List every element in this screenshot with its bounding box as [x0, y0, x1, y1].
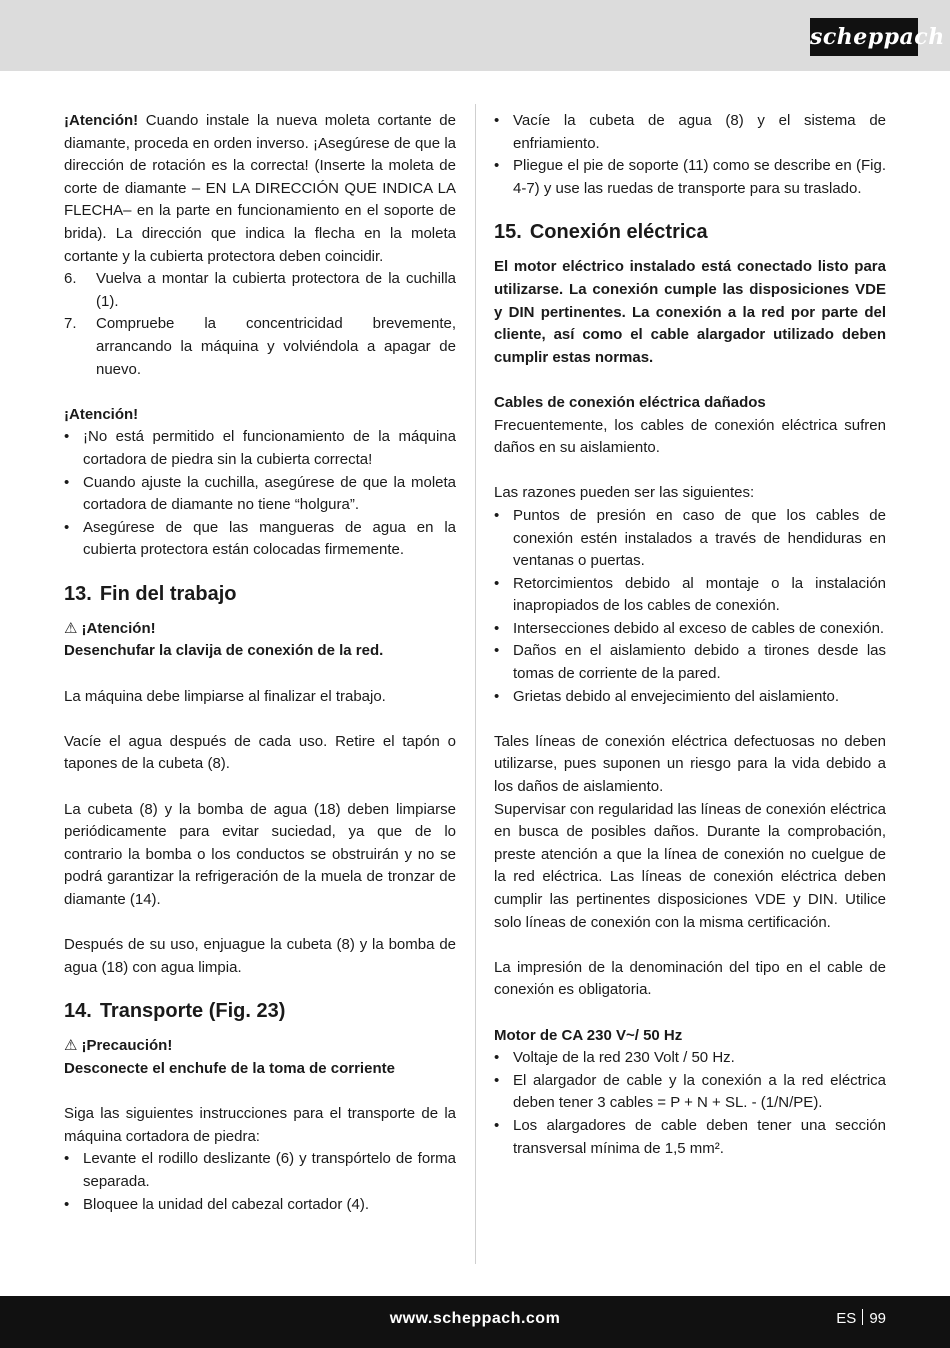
paragraph: La cubeta (8) y la bomba de agua (18) deben limpiarse periódicamente para evitar suciedad, ya que de lo contrario la bomba o los conductos se obstruirán y no se podrá garantizar la refrigeración de la muela de tronzar de diamante (14). [64, 800, 456, 908]
brand-logo: scheppach [810, 18, 918, 56]
list-item: • El alargador de cable y la conexión a la red eléctrica deben tener 3 cables = P + N + SL. - (1/N/PE). [494, 1070, 886, 1115]
steps-list [64, 268, 456, 381]
paragraph: Siga las siguientes instrucciones para el transporte de la máquina cortadora de piedra: [64, 1105, 456, 1145]
paragraph: Las razones pueden ser las siguientes: [494, 484, 755, 502]
list-item: • Pliegue el pie de soporte (11) como se describe en (Fig. 4-7) y use las ruedas de transporte para su traslado. [494, 155, 886, 200]
list-item: • Daños en el aislamiento debido a tirones desde las tomas de corriente de la pared. [494, 640, 886, 685]
step-text: Compruebe la concentricidad brevemente, arrancando la máquina y volviéndola a apagar de nuevo. [96, 315, 456, 378]
section-14-heading [64, 989, 456, 1035]
list-item: • Retorcimientos debido al montaje o la instalación inapropiados de los cables de conexión. [494, 573, 886, 618]
warning-text: Desenchufar la clavija de conexión de la red. [64, 642, 384, 660]
left-column [64, 110, 456, 1216]
list-item: • Cuando ajuste la cuchilla, asegúrese de que la moleta cortadora de diamante no tiene “holgura”. [64, 472, 456, 517]
warning-icon: ⚠ [64, 1037, 78, 1055]
reasons-list [494, 505, 886, 708]
step-item [64, 268, 456, 313]
list-item: • Bloquee la unidad del cabezal cortador (4). [64, 1194, 456, 1217]
attention-label: ¡Atención! [64, 112, 139, 129]
paragraph: Después de su uso, enjuague la cubeta (8) y la bomba de agua (18) con agua limpia. [64, 936, 456, 976]
page-number: 99 [869, 1310, 886, 1327]
list-item: • Grietas debido al envejecimiento del aislamiento. [494, 686, 886, 709]
section-title: Conexión eléctrica [529, 221, 708, 244]
section-15-heading [494, 210, 886, 256]
page-indicator [836, 1296, 886, 1342]
attention-heading: ¡Atención! [64, 405, 139, 423]
section-number: 13. [64, 582, 92, 605]
paragraph: Frecuentemente, los cables de conexión eléctrica sufren daños en su aislamiento. [494, 416, 886, 457]
step-number: 7. [64, 315, 77, 333]
separator [862, 1309, 863, 1325]
warning-title: ¡Precaución! [81, 1037, 173, 1055]
right-column [494, 110, 886, 1160]
list-item: • Puntos de presión en caso de que los cables de conexión estén instalados a través de hendiduras en ventanas o puertas. [494, 505, 886, 573]
list-item: • ¡No está permitido el funcionamiento de la máquina cortadora de piedra sin la cubierta correcta! [64, 426, 456, 471]
subheading: Cables de conexión eléctrica dañados [494, 393, 766, 411]
warning-icon: ⚠ [64, 619, 78, 637]
column-divider [475, 104, 476, 1264]
attention-list [64, 426, 456, 562]
section-13-heading [64, 572, 456, 618]
step-number: 6. [64, 270, 77, 288]
section-title: Fin del trabajo [99, 582, 237, 605]
list-item: • Voltaje de la red 230 Volt / 50 Hz. [494, 1047, 886, 1070]
warning-text: Desconecte el enchufe de la toma de corriente [64, 1059, 395, 1077]
paragraph: Vacíe el agua después de cada uso. Retire el tapón o tapones de la cubeta (8). [64, 732, 456, 773]
paragraph: Supervisar con regularidad las líneas de conexión eléctrica en busca de posibles daños. Durante la comprobación, preste atención a que la línea de conexión no cuelgue de la red eléctrica. Las líneas de conexión eléctrica deben cumplir las pertinentes disposiciones VDE y DIN. Utilice solo líneas de conexión con la misma certificación. [494, 800, 886, 931]
section-title: Transporte (Fig. 23) [99, 1000, 286, 1023]
list-item: • Los alargadores de cable deben tener una sección transversal mínima de 1,5 mm². [494, 1115, 886, 1160]
warning-heading [64, 1035, 456, 1058]
attention-text: Cuando instale la nueva moleta cortante de diamante, proceda en orden inverso. ¡Asegúrese de que la dirección de rotación es la correcta! (Inserte la moleta de corte de diamante – EN LA DIRECCIÓN QUE INDICA LA FLECHA– en la parte en funcionamiento en el soporte de brida). La dirección que indica la flecha en la moleta cortante y la cubierta protectora deben coincidir. [64, 112, 456, 265]
section-number: 14. [64, 1000, 92, 1023]
paragraph: La máquina debe limpiarse al finalizar el trabajo. [64, 687, 386, 705]
page-header [0, 0, 950, 71]
paragraph: Tales líneas de conexión eléctrica defectuosas no deben utilizarse, pues suponen un riesgo para la vida debido a los daños de aislamiento. [494, 732, 886, 796]
section-intro: El motor eléctrico instalado está conectado listo para utilizarse. La conexión cumple las disposiciones VDE y DIN pertinentes. La conexión a la red por parte del cliente, así como el cable alargador utilizado deben cumplir estas normas. [494, 258, 886, 366]
section-number: 15. [494, 221, 522, 244]
step-item [64, 313, 456, 381]
motor-list [494, 1047, 886, 1160]
transport-list [64, 1148, 456, 1216]
list-item: • Vacíe la cubeta de agua (8) y el sistema de enfriamiento. [494, 110, 886, 155]
subheading: Motor de CA 230 V~/ 50 Hz [494, 1026, 683, 1044]
list-item: • Levante el rodillo deslizante (6) y transpórtelo de forma separada. [64, 1148, 456, 1193]
attention-paragraph [64, 110, 456, 268]
warning-title: ¡Atención! [81, 619, 156, 637]
step-text: Vuelva a montar la cubierta protectora de la cuchilla (1). [96, 270, 456, 310]
website-link[interactable]: www.scheppach.com [389, 1310, 561, 1327]
page-footer [0, 1296, 950, 1348]
transport-list-continued [494, 110, 886, 200]
warning-heading [64, 618, 456, 641]
paragraph: La impresión de la denominación del tipo en el cable de conexión es obligatoria. [494, 958, 886, 999]
list-item: • Intersecciones debido al exceso de cables de conexión. [494, 618, 886, 641]
language-code: ES [836, 1310, 857, 1327]
list-item: • Asegúrese de que las mangueras de agua en la cubierta protectora están colocadas firmemente. [64, 517, 456, 562]
